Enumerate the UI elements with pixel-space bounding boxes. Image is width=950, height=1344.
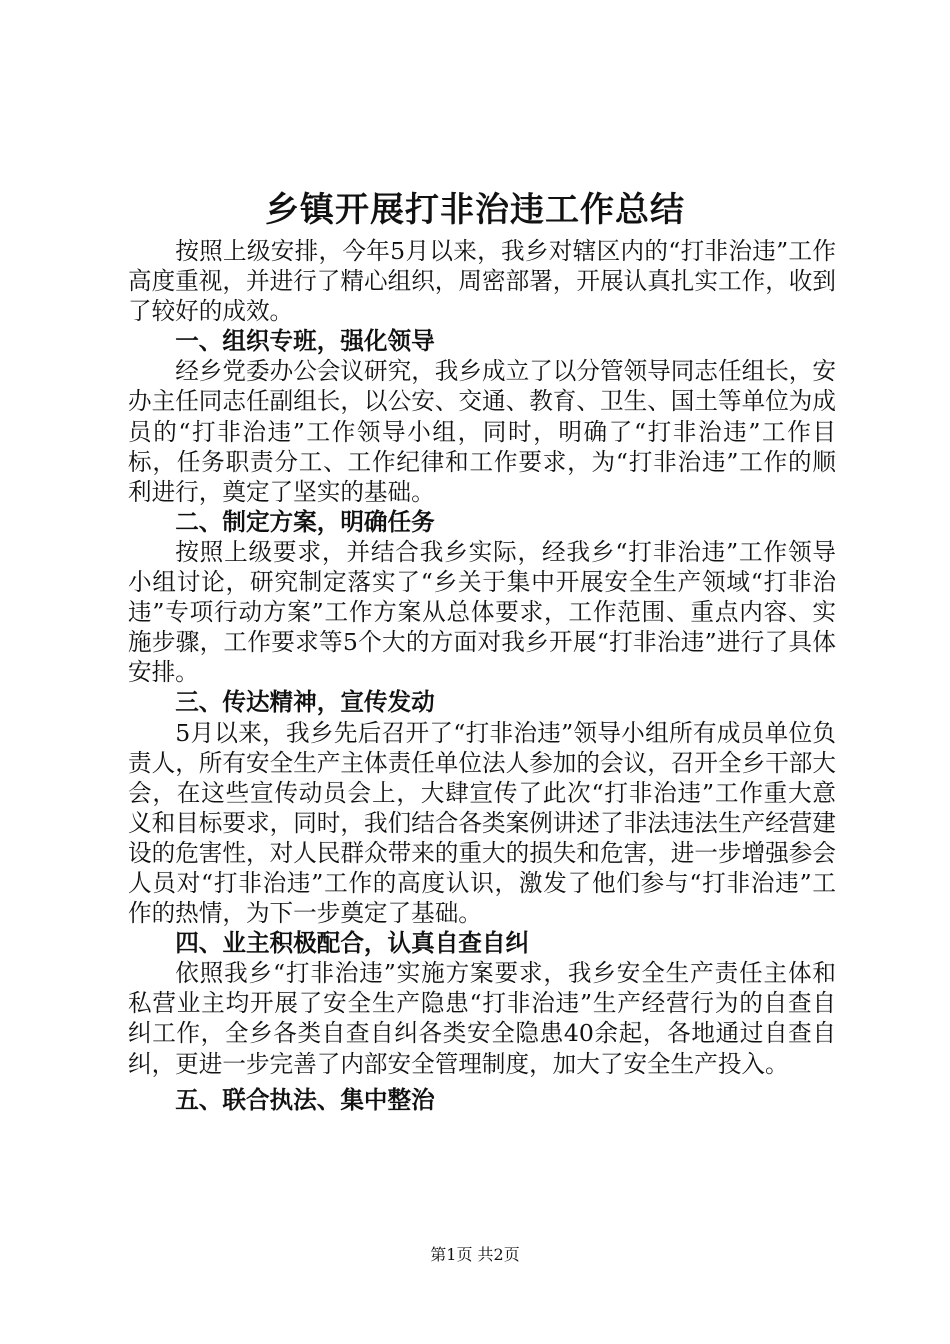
section-paragraph-3: 5月以来，我乡先后召开了“打非治违”领导小组所有成员单位负责人，所有安全生产主体责任单位法人参加的会议，召开全乡干部大会，在这些宣传动员会上，大肆宣传了此次“打非治违”工作重大意义和目标要求，同时，我们结合各类案例讲述了非法违法生产经营建设的危害性，对人民群众带来的重大的损失和危害，进一步增强参会人员对“打非治违”工作的高度认识，激发了他们参与“打非治违”工作的热情，为下一步奠定了基础。 [128, 718, 836, 928]
document-title: 乡镇开展打非治违工作总结 [265, 190, 685, 230]
section-heading-2: 二、制定方案，明确任务 [175, 507, 435, 536]
section-paragraph-4: 依照我乡“打非治违”实施方案要求，我乡安全生产责任主体和私营业主均开展了安全生产隐患“打非治违”生产经营行为的自查自纠工作，全乡各类自查自纠各类安全隐患40余起，各地通过自查自纠，更进一步完善了内部安全管理制度，加大了安全生产投入。 [128, 959, 836, 1078]
section-heading-5: 五、联合执法、集中整治 [175, 1085, 435, 1114]
document-body [128, 236, 836, 1115]
intro-paragraph: 按照上级安排，今年5月以来，我乡对辖区内的“打非治违”工作高度重视，并进行了精心组织，周密部署，开展认真扎实工作，收到了较好的成效。 [128, 237, 836, 326]
section-heading-1: 一、组织专班，强化领导 [175, 327, 435, 356]
section-heading-3: 三、传达精神，宣传发动 [175, 688, 435, 717]
section-paragraph-1: 经乡党委办公会议研究，我乡成立了以分管领导同志任组长，安办主任同志任副组长，以公安、交通、教育、卫生、国土等单位为成员的“打非治违”工作领导小组，同时，明确了“打非治违”工作目标，任务职责分工、工作纪律和工作要求，为“打非治违”工作的顺利进行，奠定了坚实的基础。 [128, 357, 836, 506]
section-heading-4: 四、业主积极配合，认真自查自纠 [175, 929, 530, 958]
page-number: 第1页 共2页 [430, 1245, 520, 1264]
section-paragraph-2: 按照上级要求，并结合我乡实际，经我乡“打非治违”工作领导小组讨论，研究制定落实了“乡关于集中开展安全生产领域“打非治违”专项行动方案”工作方案从总体要求，工作范围、重点内容、实施步骤，工作要求等5个大的方面对我乡开展“打非治违”进行了具体安排。 [128, 537, 836, 687]
